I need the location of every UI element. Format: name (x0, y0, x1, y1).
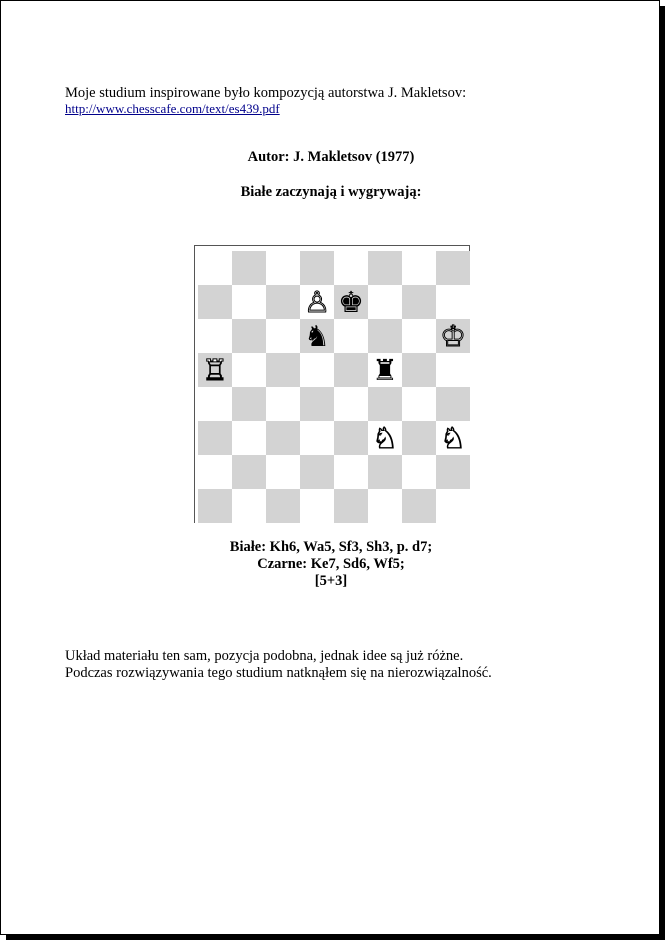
square-c4 (266, 387, 300, 421)
white-pieces-list: Białe: Kh6, Wa5, Sf3, Sh3, p. d7; (229, 539, 433, 555)
square-g6 (402, 319, 436, 353)
material-count: [5+3] (314, 573, 348, 589)
square-f8 (368, 251, 402, 285)
square-a2 (198, 455, 232, 489)
square-e6 (334, 319, 368, 353)
square-f1 (368, 489, 402, 523)
square-a6 (198, 319, 232, 353)
outro-paragraph (65, 648, 492, 682)
square-b6 (232, 319, 266, 353)
square-e3 (334, 421, 368, 455)
square-d4 (300, 387, 334, 421)
square-g7 (402, 285, 436, 319)
square-e5 (334, 353, 368, 387)
white-rook-a5-icon: ♖ (202, 352, 228, 387)
square-g2 (402, 455, 436, 489)
square-b4 (232, 387, 266, 421)
square-d5 (300, 353, 334, 387)
square-b7 (232, 285, 266, 319)
square-f2 (368, 455, 402, 489)
square-d3 (300, 421, 334, 455)
square-d7 (300, 285, 334, 319)
intro-paragraph (65, 85, 466, 117)
square-c6 (266, 319, 300, 353)
square-f7 (368, 285, 402, 319)
source-link[interactable]: http://www.chesscafe.com/text/es439.pdf (65, 101, 280, 116)
square-h8 (436, 251, 470, 285)
square-c8 (266, 251, 300, 285)
square-a8 (198, 251, 232, 285)
author-heading: Autor: J. Makletsov (1977) (247, 149, 415, 165)
square-a4 (198, 387, 232, 421)
square-e4 (334, 387, 368, 421)
square-c2 (266, 455, 300, 489)
square-h2 (436, 455, 470, 489)
square-e1 (334, 489, 368, 523)
square-c1 (266, 489, 300, 523)
square-e7 (334, 285, 368, 319)
square-d1 (300, 489, 334, 523)
white-knight-h3-icon: ♘ (440, 420, 466, 455)
square-h4 (436, 387, 470, 421)
white-king-h6-icon: ♔ (440, 318, 466, 353)
square-b2 (232, 455, 266, 489)
square-b5 (232, 353, 266, 387)
square-g8 (402, 251, 436, 285)
square-d2 (300, 455, 334, 489)
square-e8 (334, 251, 368, 285)
square-a3 (198, 421, 232, 455)
white-knight-f3-icon: ♘ (372, 420, 398, 455)
square-a1 (198, 489, 232, 523)
black-pieces-list: Czarne: Ke7, Sd6, Wf5; (257, 556, 405, 572)
page-shadow-bottom (6, 935, 665, 940)
position-legend (1, 539, 661, 590)
square-f6 (368, 319, 402, 353)
square-g5 (402, 353, 436, 387)
square-c5 (266, 353, 300, 387)
square-h6 (436, 319, 470, 353)
square-g3 (402, 421, 436, 455)
square-h5 (436, 353, 470, 387)
square-a5 (198, 353, 232, 387)
square-e2 (334, 455, 368, 489)
chess-board (194, 245, 470, 523)
square-b1 (232, 489, 266, 523)
square-d6 (300, 319, 334, 353)
square-b3 (232, 421, 266, 455)
square-h7 (436, 285, 470, 319)
outro-line-2: Podczas rozwiązywania tego studium natknąłem się na nierozwiązalność. (65, 665, 492, 681)
page-shadow-right (660, 6, 665, 940)
square-c3 (266, 421, 300, 455)
square-h3 (436, 421, 470, 455)
square-h1 (436, 489, 470, 523)
square-b8 (232, 251, 266, 285)
square-d8 (300, 251, 334, 285)
white-pawn-d7-icon: ♙ (304, 284, 330, 319)
black-rook-f5-icon: ♜ (372, 352, 398, 387)
black-king-e7-icon: ♚ (338, 284, 364, 319)
square-f4 (368, 387, 402, 421)
square-f3 (368, 421, 402, 455)
square-f5 (368, 353, 402, 387)
square-g1 (402, 489, 436, 523)
outro-line-1: Układ materiału ten sam, pozycja podobna, jednak idee są już różne. (65, 648, 464, 664)
square-a7 (198, 285, 232, 319)
black-knight-d6-icon: ♞ (304, 318, 330, 353)
intro-text: Moje studium inspirowane było kompozycją autorstwa J. Makletsov: (65, 85, 467, 101)
task-heading: Białe zaczynają i wygrywają: (240, 184, 422, 200)
square-g4 (402, 387, 436, 421)
square-c7 (266, 285, 300, 319)
